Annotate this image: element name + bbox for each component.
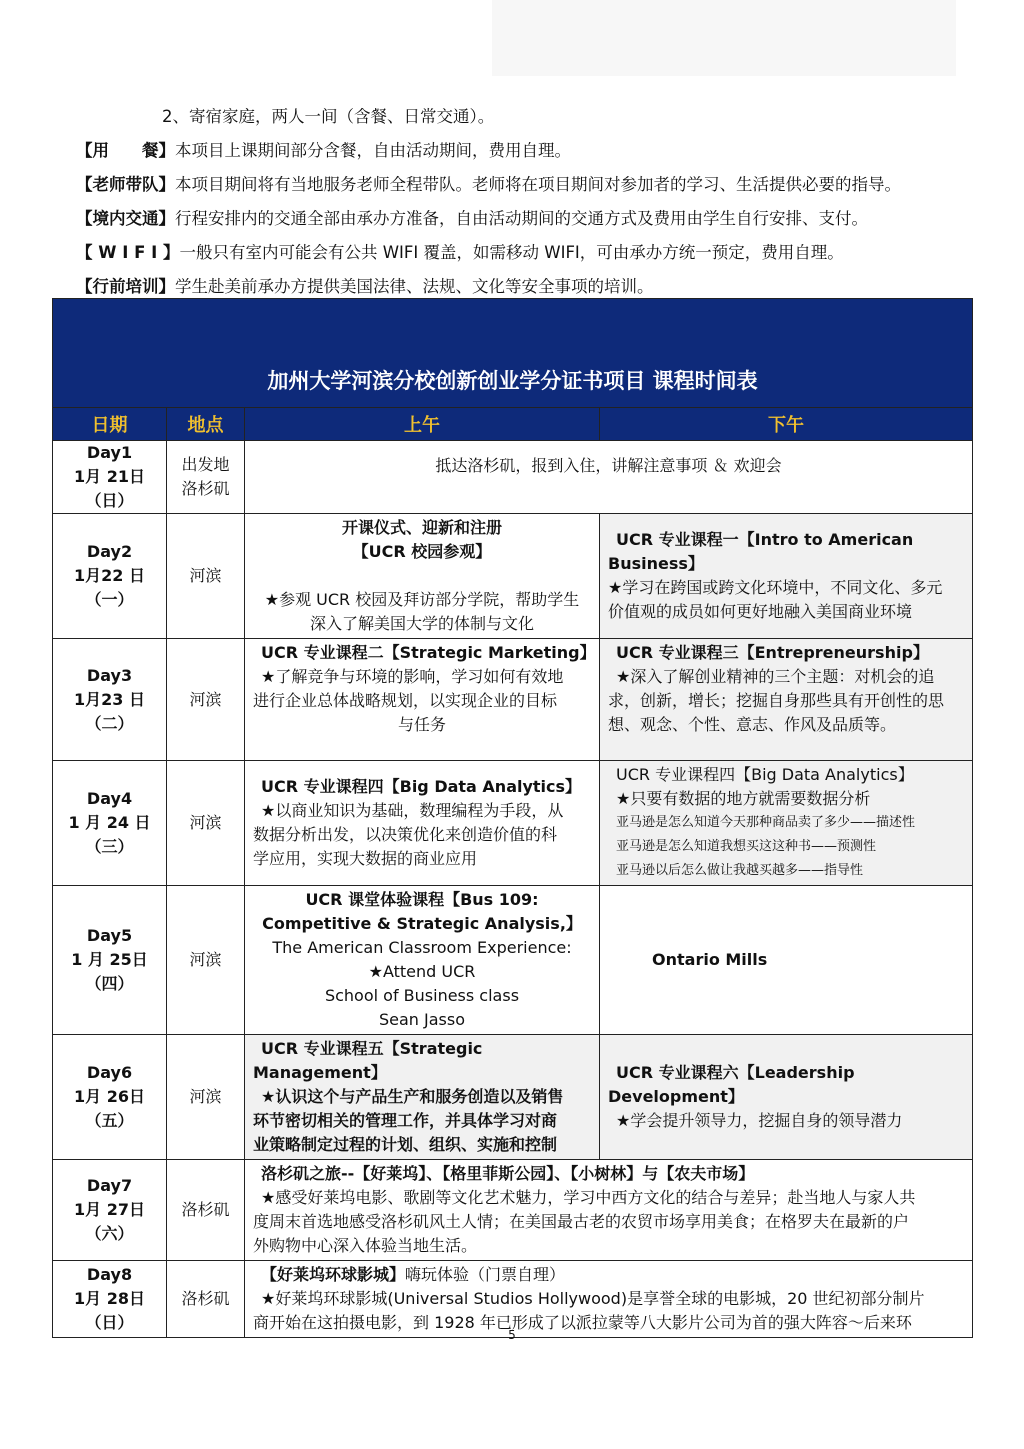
day-cell <box>53 514 167 639</box>
intro-section <box>76 100 976 304</box>
pm-desc-3: 亚马逊是怎么知道我想买这这种书——预测性 <box>616 839 877 854</box>
day-date: 1月23 日 <box>74 689 145 709</box>
table-row <box>53 1261 973 1338</box>
transport-label: 【境内交通】 <box>76 209 175 228</box>
location-cell: 洛杉矶 <box>167 1261 245 1338</box>
location-cell: 洛杉矶 <box>167 1160 245 1261</box>
pm-title: UCR 专业课程六【Leadership <box>616 1063 855 1082</box>
am-title: UCR 专业课程二【Strategic Marketing】 <box>261 643 596 662</box>
fullday-title-note: 嗨玩体验（门票自理） <box>405 1265 566 1284</box>
am-cell <box>245 1035 600 1160</box>
table-row <box>53 1035 973 1160</box>
pm-desc-2: 价值观的成员如何更好地融入美国商业环境 <box>608 602 913 621</box>
pm-cell <box>600 514 973 639</box>
fullday-cell <box>245 1261 973 1338</box>
location-cell <box>167 441 245 514</box>
transport-text: 行程安排内的交通全部由承办方准备，自由活动期间的交通方式及费用由学生自行安排、支付。 <box>175 209 868 228</box>
day-cell <box>53 1035 167 1160</box>
am-desc-1: ★了解竞争与环境的影响，学习如何有效地 <box>261 667 564 686</box>
day-weekday: （日） <box>85 491 134 510</box>
day-label: Day5 <box>86 926 133 945</box>
fullday-desc-2: 商开始在这拍摄电影，到 1928 年已形成了以派拉蒙等八大影片公司为首的强大阵容～后来环 <box>253 1313 912 1332</box>
location-cell: 河滨 <box>167 761 245 886</box>
pm-cell <box>600 1035 973 1160</box>
pm-cell <box>600 639 973 761</box>
schedule-title: 加州大学河滨分校创新创业学分证书项目 课程时间表 <box>53 299 973 408</box>
merged-activity: 抵达洛杉矶，报到入住，讲解注意事项 ＆ 欢迎会 <box>245 441 973 514</box>
day-label: Day8 <box>86 1265 133 1284</box>
day-date: 1月22 日 <box>74 566 145 585</box>
table-row <box>53 639 973 761</box>
pm-desc-3: 想、观念、个性、意志、作风及品质等。 <box>608 715 897 734</box>
pm-desc-1: ★学习在跨国或跨文化环境中，不同文化、多元 <box>608 578 943 597</box>
am-cell <box>245 761 600 886</box>
pm-title-cont: Development】 <box>608 1087 744 1106</box>
day-weekday: （二） <box>85 713 134 733</box>
wifi-text: 一般只有室内可能会有公共 WIFI 覆盖，如需移动 WIFI，可由承办方统一预定，费用自理。 <box>179 243 844 262</box>
day-weekday: （五） <box>85 1111 134 1130</box>
location-cell: 河滨 <box>167 514 245 639</box>
day-weekday: （一） <box>85 590 134 609</box>
teacher-label: 【老师带队】 <box>76 175 175 194</box>
pm-title: UCR 专业课程一【Intro to American <box>616 530 914 549</box>
location-cell: 河滨 <box>167 886 245 1035</box>
day-cell <box>53 1160 167 1261</box>
day-date: 1 月 25日 <box>71 950 148 969</box>
training-label: 【行前培训】 <box>76 277 175 296</box>
table-row <box>53 886 973 1035</box>
am-title: 开课仪式、迎新和注册 <box>341 518 502 537</box>
day-weekday: （三） <box>85 837 134 856</box>
pm-desc-4: 亚马逊以后怎么做让我越买越多——指导性 <box>616 863 864 878</box>
am-title-cont: Competitive & Strategic Analysis,】 <box>262 914 582 933</box>
fullday-cell <box>245 1160 973 1261</box>
am-title: UCR 专业课程五【Strategic <box>261 1039 483 1058</box>
am-desc-2: 进行企业总体战略规划，以实现企业的目标 <box>253 691 558 710</box>
am-title: UCR 课堂体验课程【Bus 109: <box>305 890 539 909</box>
header-row <box>53 408 973 441</box>
pm-desc-1: ★深入了解创业精神的三个主题：对机会的追 <box>616 667 935 686</box>
header-date: 日期 <box>53 408 167 441</box>
am-desc-2: 环节密切相关的管理工作，并具体学习对商 <box>253 1111 558 1130</box>
meal-label: 【用 餐】 <box>76 141 175 160</box>
header-am: 上午 <box>245 408 600 441</box>
pm-desc-2: 求，创新，增长；挖掘自身那些具有开创性的思 <box>608 691 945 710</box>
am-desc-2: 深入了解美国大学的体制与文化 <box>309 614 534 633</box>
am-desc-1: ★认识这个与产品生产和服务创造以及销售 <box>261 1087 564 1106</box>
location-cell: 河滨 <box>167 639 245 761</box>
am-desc-3: School of Business class <box>324 986 520 1005</box>
am-subtitle: 【UCR 校园参观】 <box>352 542 492 561</box>
schedule-table <box>52 298 973 1338</box>
am-desc-1: The American Classroom Experience: <box>272 938 572 957</box>
day-label: Day4 <box>86 789 133 808</box>
location-cell: 河滨 <box>167 1035 245 1160</box>
day-weekday: （四） <box>85 974 134 993</box>
header-location: 地点 <box>167 408 245 441</box>
am-desc-4: Sean Jasso <box>378 1010 465 1029</box>
wifi-label: 【 W I F I 】 <box>76 243 180 262</box>
day-date: 1月 27日 <box>74 1200 145 1219</box>
day-date: 1月 28日 <box>74 1289 145 1308</box>
day-cell <box>53 1261 167 1338</box>
am-cell <box>245 886 600 1035</box>
day-weekday: （六） <box>85 1224 134 1243</box>
am-desc-1: ★以商业知识为基础，数理编程为手段，从 <box>261 801 564 820</box>
day-label: Day3 <box>86 665 133 685</box>
day-cell <box>53 441 167 514</box>
am-desc-3: 业策略制定过程的计划、组织、实施和控制 <box>253 1135 558 1154</box>
day-cell <box>53 886 167 1035</box>
am-desc-3: 与任务 <box>397 715 446 734</box>
teacher-line <box>76 168 976 202</box>
table-row <box>53 514 973 639</box>
day-date: 1月 21日 <box>74 467 145 486</box>
header-pm: 下午 <box>600 408 973 441</box>
am-cell <box>245 639 600 761</box>
fullday-title: 【好莱坞环球影城】 <box>261 1265 406 1284</box>
pm-title-cont: Business】 <box>608 554 704 573</box>
fullday-desc-1: ★好莱坞环球影城(Universal Studios Hollywood)是享誉全球的电影城，20 世纪初部分制片 <box>261 1289 925 1308</box>
pm-title: UCR 专业课程三【Entrepreneurship】 <box>616 643 929 662</box>
am-cell <box>245 514 600 639</box>
location-line-2: 洛杉矶 <box>181 479 230 498</box>
teacher-text: 本项目期间将有当地服务老师全程带队。老师将在项目期间对参加者的学习、生活提供必要的指导。 <box>175 175 901 194</box>
page-number: 5 <box>508 1328 516 1342</box>
meal-text: 本项目上课期间部分含餐，自由活动期间，费用自理。 <box>175 141 571 160</box>
am-desc-3: 学应用，实现大数据的商业应用 <box>253 849 478 868</box>
day-date: 1月 26日 <box>74 1087 145 1106</box>
day-cell <box>53 761 167 886</box>
am-desc-2: ★Attend UCR <box>368 962 476 981</box>
pm-desc-1: ★只要有数据的地方就需要数据分析 <box>616 789 871 808</box>
am-title: UCR 专业课程四【Big Data Analytics】 <box>261 777 582 796</box>
fullday-desc-2: 度周末首选地感受洛杉矶风土人情；在美国最古老的农贸市场享用美食；在格罗夫在最新的户 <box>253 1212 910 1231</box>
am-desc-2: 数据分析出发，以决策优化来创造价值的科 <box>253 825 558 844</box>
fullday-title: 洛杉矶之旅--【好莱坞】、【格里菲斯公园】、【小树林】与【农夫市场】 <box>261 1164 755 1183</box>
day-weekday: （日） <box>85 1313 134 1332</box>
pm-cell: Ontario Mills <box>600 886 973 1035</box>
training-text: 学生赴美前承办方提供美国法律、法规、文化等安全事项的培训。 <box>175 277 654 296</box>
pm-title: UCR 专业课程四【Big Data Analytics】 <box>616 765 914 784</box>
day-label: Day1 <box>86 443 133 462</box>
pm-cell <box>600 761 973 886</box>
day-label: Day6 <box>86 1063 133 1082</box>
location-line-1: 出发地 <box>181 455 230 474</box>
table-row <box>53 761 973 886</box>
pm-desc-2: 亚马逊是怎么知道今天那种商品卖了多少——描述性 <box>616 815 916 830</box>
accommodation-line: 2、寄宿家庭，两人一间（含餐、日常交通）。 <box>162 107 495 126</box>
fullday-desc-3: 外购物中心深入体验当地生活。 <box>253 1236 478 1255</box>
am-desc-1: ★参观 UCR 校园及拜访部分学院，帮助学生 <box>264 590 580 609</box>
meal-line <box>76 134 976 168</box>
transport-line <box>76 202 976 236</box>
pm-desc-1: ★学会提升领导力，挖掘自身的领导潜力 <box>616 1111 903 1130</box>
day-label: Day2 <box>86 542 133 561</box>
day-cell <box>53 639 167 761</box>
fullday-desc-1: ★感受好莱坞电影、歌剧等文化艺术魅力，学习中西方文化的结合与差异；赴当地人与家人共 <box>261 1188 916 1207</box>
day-date: 1 月 24 日 <box>68 813 151 832</box>
table-row <box>53 441 973 514</box>
wifi-line <box>76 236 976 270</box>
header-shade <box>492 0 956 76</box>
fullday-title-line <box>253 1263 964 1287</box>
table-row <box>53 1160 973 1261</box>
day-label: Day7 <box>86 1176 133 1195</box>
am-title-cont: Management】 <box>253 1063 387 1082</box>
